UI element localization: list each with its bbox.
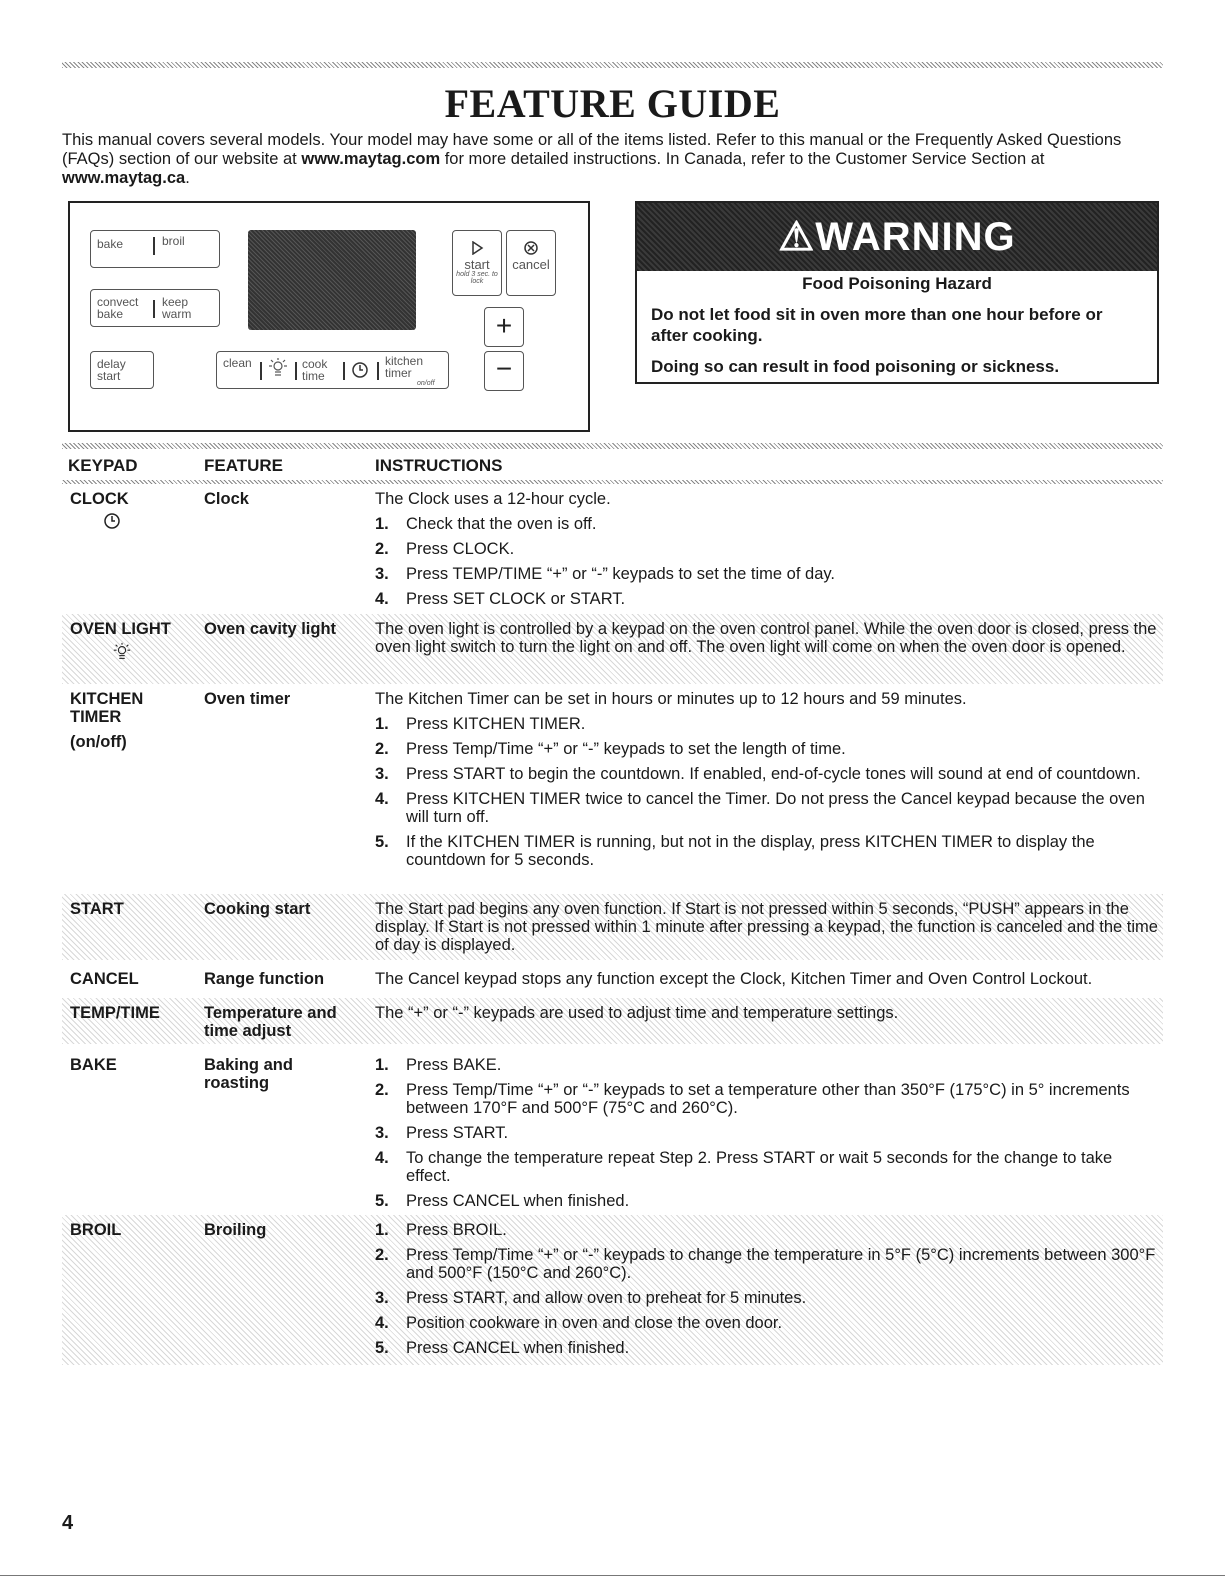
warning-line-1: Do not let food sit in oven more than one hour before or after cooking. xyxy=(651,305,1103,345)
delay-start-keypad: delay start xyxy=(90,351,154,389)
table-row: BAKE Baking and roasting 1. Press BAKE. 2. Press Temp/Time “+” or “-” keypads to set a temperature other than 350°F (175°C) in 5° increments between 170°F and 500°F (75°C and 260°C). 3. Press START. 4. To change the temperature repeat Step 2. Press START or wait 5 seconds for the change to take effect. 5. Press CANCEL when finished. xyxy=(70,1056,1130,1210)
table-header xyxy=(68,456,1163,478)
clean-cook-timer-keypad: clean cook time kitchen timer on/off xyxy=(216,351,449,389)
light-icon xyxy=(112,642,132,662)
table-row: TEMP/TIME Temperature and time adjust The “+” or “-” keypads are used to adjust time and temperature settings. xyxy=(62,998,1163,1044)
table-row: CLOCK Clock The Clock uses a 12-hour cycle. 1. Check that the oven is off. 2. Press CLOCK. 3. Press TEMP/TIME “+” or “-” keypads to set the time of day. 4. Press SET CLOCK or START. xyxy=(70,490,835,608)
convect-keep-warm-keypad: convect bake keep warm xyxy=(90,289,220,327)
header-keypad: KEYPAD xyxy=(68,456,138,475)
plus-keypad: + xyxy=(484,307,524,347)
bake-broil-keypad: bake broil xyxy=(90,230,220,268)
maytag-com-link[interactable]: www.maytag.com xyxy=(301,150,441,168)
table-row: BROIL Broiling 1. Press BROIL. 2. Press Temp/Time “+” or “-” keypads to change the temperature in 5°F (5°C) increments between 300°F and 500°F (150°C and 260°C). 3. Press START, and allow oven to preheat for 5 minutes. 4. Position cookware in oven and close the oven door. 5. Press CANCEL when finished. xyxy=(62,1215,1163,1365)
header-instructions: INSTRUCTIONS xyxy=(375,456,503,475)
start-keypad: start hold 3 sec. to lock xyxy=(452,230,502,296)
table-top-rule xyxy=(62,443,1163,449)
table-row: CANCEL Range function The Cancel keypad stops any function except the Clock, Kitchen Timer and Oven Control Lockout. xyxy=(70,970,1093,988)
header-feature: FEATURE xyxy=(204,456,284,475)
warning-subheading: Food Poisoning Hazard xyxy=(802,274,992,293)
table-row: OVEN LIGHT Oven cavity light The oven light is controlled by a keypad on the oven control panel. While the oven door is closed, press the oven light switch to turn the light on and off. The oven light will come on when the oven door is opened. xyxy=(62,614,1163,684)
table-row: KITCHEN TIMER (on/off) Oven timer The Kitchen Timer can be set in hours or minutes up to 12 hours and 59 minutes. 1. Press KITCHEN TIMER. 2. Press Temp/Time “+” or “-” keypads to set the length of time. 3. Press START to begin the countdown. If enabled, end-of-cycle tones will sound at end of countdown. 4. Press KITCHEN TIMER twice to cancel the Timer. Do not press the Cancel keypad because the oven will turn off. 5. If the KITCHEN TIMER is running, but not in the display, press KITCHEN TIMER to display the countdown for 5 seconds. xyxy=(70,690,1145,869)
warning-box xyxy=(635,201,1159,384)
clock-icon xyxy=(103,512,121,530)
page-title: FEATURE GUIDE xyxy=(444,81,781,126)
bottom-rule xyxy=(0,1575,1225,1576)
play-icon xyxy=(470,241,484,255)
maytag-ca-link[interactable]: www.maytag.ca xyxy=(62,169,186,187)
top-rule xyxy=(62,62,1163,68)
cancel-icon xyxy=(524,241,538,255)
warning-triangle-icon: ⚠ xyxy=(778,215,816,259)
warning-header: ⚠WARNING xyxy=(637,203,1157,271)
light-icon xyxy=(268,357,288,381)
page-number: 4 xyxy=(62,1512,74,1534)
clock-icon xyxy=(351,361,369,381)
cancel-keypad: cancel xyxy=(506,230,556,296)
panel-display xyxy=(248,230,416,330)
minus-keypad: − xyxy=(484,351,524,391)
control-panel-illustration xyxy=(68,201,590,432)
table-row: START Cooking start The Start pad begins any oven function. If Start is not pressed within 5 seconds, “PUSH” appears in the display. If Start is not pressed within 1 minute after pressing a keypad, the function is canceled and the time of day is displayed. xyxy=(62,894,1163,960)
intro-paragraph: This manual covers several models. Your model may have some or all of the items listed. Refer to this manual or the Frequently Asked Questions (FAQs) section of our website at www.maytag.com for more detailed instructions. In Canada, refer to the Customer Service Section at www.maytag.ca. xyxy=(62,131,1122,187)
warning-line-2: Doing so can result in food poisoning or sickness. xyxy=(651,357,1060,376)
